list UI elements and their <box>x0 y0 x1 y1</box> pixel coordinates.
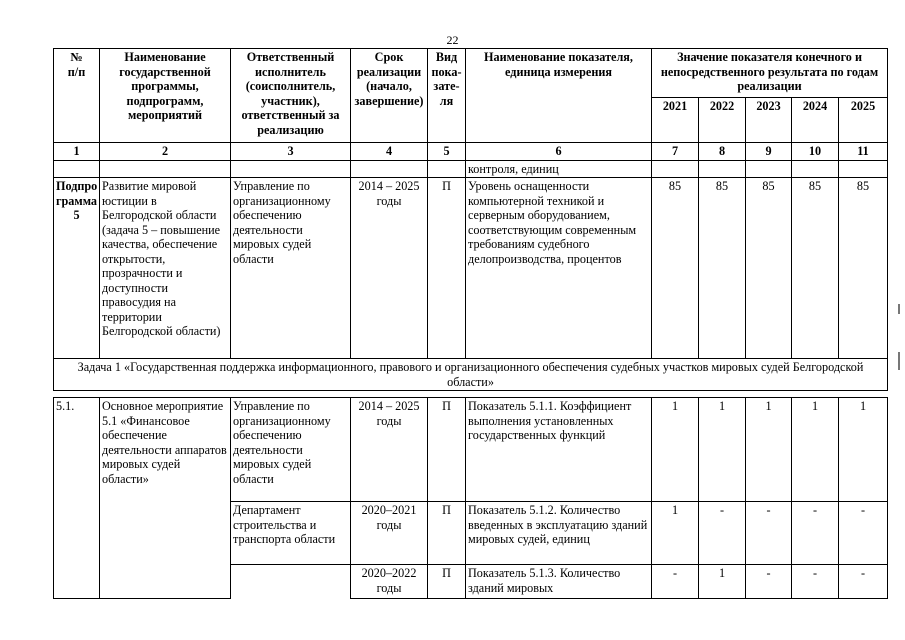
continuation-indicator: контроля, единиц <box>466 160 652 178</box>
measure-number: 5.1. <box>54 398 100 599</box>
indicator-table-sheet <box>53 48 887 599</box>
measure-indicator: Показатель 5.1.1. Коэффициент выполнения установленных государственных функций <box>466 398 652 502</box>
empty-cell <box>54 160 100 178</box>
empty-cell <box>699 160 746 178</box>
measure-name: Основное мероприятие 5.1 «Финансовое обеспечение деятельности аппаратов мировых судей области» <box>100 398 231 599</box>
value-cell: - <box>652 565 699 599</box>
empty-cell <box>746 160 792 178</box>
value-cell: 85 <box>699 178 746 359</box>
header-year: 2021 <box>652 98 699 143</box>
subprogram-indicator: Уровень оснащенности компьютерной техникой и серверным оборудованием, соответствующим современным требованиям судебного делопроизводства, процентов <box>466 178 652 359</box>
empty-cell <box>792 160 839 178</box>
subprogram-period: 2014 – 2025 годы <box>351 178 428 359</box>
task-row <box>54 359 888 391</box>
value-cell: 85 <box>792 178 839 359</box>
column-number: 6 <box>466 143 652 161</box>
column-number: 9 <box>746 143 792 161</box>
header-program-name: Наименование государственной программы, подпрограмм, мероприятий <box>100 49 231 143</box>
value-cell: 1 <box>792 398 839 502</box>
column-number: 11 <box>839 143 888 161</box>
header-year: 2022 <box>699 98 746 143</box>
measure-period: 2020–2022 годы <box>351 565 428 599</box>
continuation-row <box>54 160 888 178</box>
column-number: 4 <box>351 143 428 161</box>
task-heading: Задача 1 «Государственная поддержка информационного, правового и организационного обеспечения судебных участков мировых судей Белгородской области» <box>54 359 888 391</box>
value-cell: - <box>746 502 792 565</box>
header-indicator-name: Наименование показателя, единица измерения <box>466 49 652 143</box>
header-year: 2024 <box>792 98 839 143</box>
subprogram-executor: Управление по организационному обеспечению деятельности мировых судей области <box>231 178 351 359</box>
spacer <box>54 391 888 398</box>
indicator-table <box>53 48 888 599</box>
header-indicator-kind: Вид пока-зате-ля <box>428 49 466 143</box>
value-cell: - <box>746 565 792 599</box>
column-number: 2 <box>100 143 231 161</box>
measure-indicator: Показатель 5.1.3. Количество зданий мировых <box>466 565 652 599</box>
gap-row <box>54 391 888 398</box>
value-cell: 1 <box>699 565 746 599</box>
measure-period: 2020–2021 годы <box>351 502 428 565</box>
empty-cell <box>839 160 888 178</box>
subprogram-row <box>54 178 888 359</box>
empty-cell <box>428 160 466 178</box>
measure-period: 2014 – 2025 годы <box>351 398 428 502</box>
subprogram-name: Развитие мировой юстиции в Белгородской области (задача 5 – повышение качества, обеспечение открытости, прозрачности и доступности правосудия на территории Белгородской области) <box>100 178 231 359</box>
subprogram-kind: П <box>428 178 466 359</box>
empty-cell <box>351 160 428 178</box>
value-cell: 1 <box>839 398 888 502</box>
empty-cell <box>652 160 699 178</box>
column-numbers-row <box>54 143 888 161</box>
measure-row <box>54 398 888 502</box>
measure-executor <box>231 565 351 599</box>
measure-executor: Департамент строительства и транспорта области <box>231 502 351 565</box>
empty-cell <box>100 160 231 178</box>
page-number: 22 <box>446 33 459 47</box>
measure-kind: П <box>428 398 466 502</box>
header-number: № п/п <box>54 49 100 143</box>
header-year: 2025 <box>839 98 888 143</box>
scan-margin-mark <box>898 352 900 370</box>
value-cell: 85 <box>839 178 888 359</box>
value-cell: 1 <box>746 398 792 502</box>
value-cell: - <box>839 502 888 565</box>
column-number: 7 <box>652 143 699 161</box>
value-cell: 85 <box>746 178 792 359</box>
column-number: 8 <box>699 143 746 161</box>
column-number: 5 <box>428 143 466 161</box>
value-cell: - <box>792 502 839 565</box>
header-values-by-year: Значение показателя конечного и непосредственного результата по годам реализации <box>652 49 888 98</box>
value-cell: 85 <box>652 178 699 359</box>
measure-kind: П <box>428 565 466 599</box>
value-cell: - <box>792 565 839 599</box>
measure-kind: П <box>428 502 466 565</box>
measure-executor: Управление по организационному обеспечению деятельности мировых судей области <box>231 398 351 502</box>
column-number: 1 <box>54 143 100 161</box>
value-cell: 1 <box>699 398 746 502</box>
value-cell: 1 <box>652 398 699 502</box>
value-cell: - <box>699 502 746 565</box>
empty-cell <box>231 160 351 178</box>
header-year: 2023 <box>746 98 792 143</box>
header-period: Срок реализации (начало, завершение) <box>351 49 428 143</box>
measure-indicator: Показатель 5.1.2. Количество введенных в эксплуатацию зданий мировых судей, единиц <box>466 502 652 565</box>
column-number: 10 <box>792 143 839 161</box>
scan-margin-mark <box>898 304 900 314</box>
column-number: 3 <box>231 143 351 161</box>
subprogram-number: Подпро грамма 5 <box>54 178 100 359</box>
value-cell: 1 <box>652 502 699 565</box>
value-cell: - <box>839 565 888 599</box>
header-executor: Ответственный исполнитель (соисполнитель, участник), ответственный за реализацию <box>231 49 351 143</box>
